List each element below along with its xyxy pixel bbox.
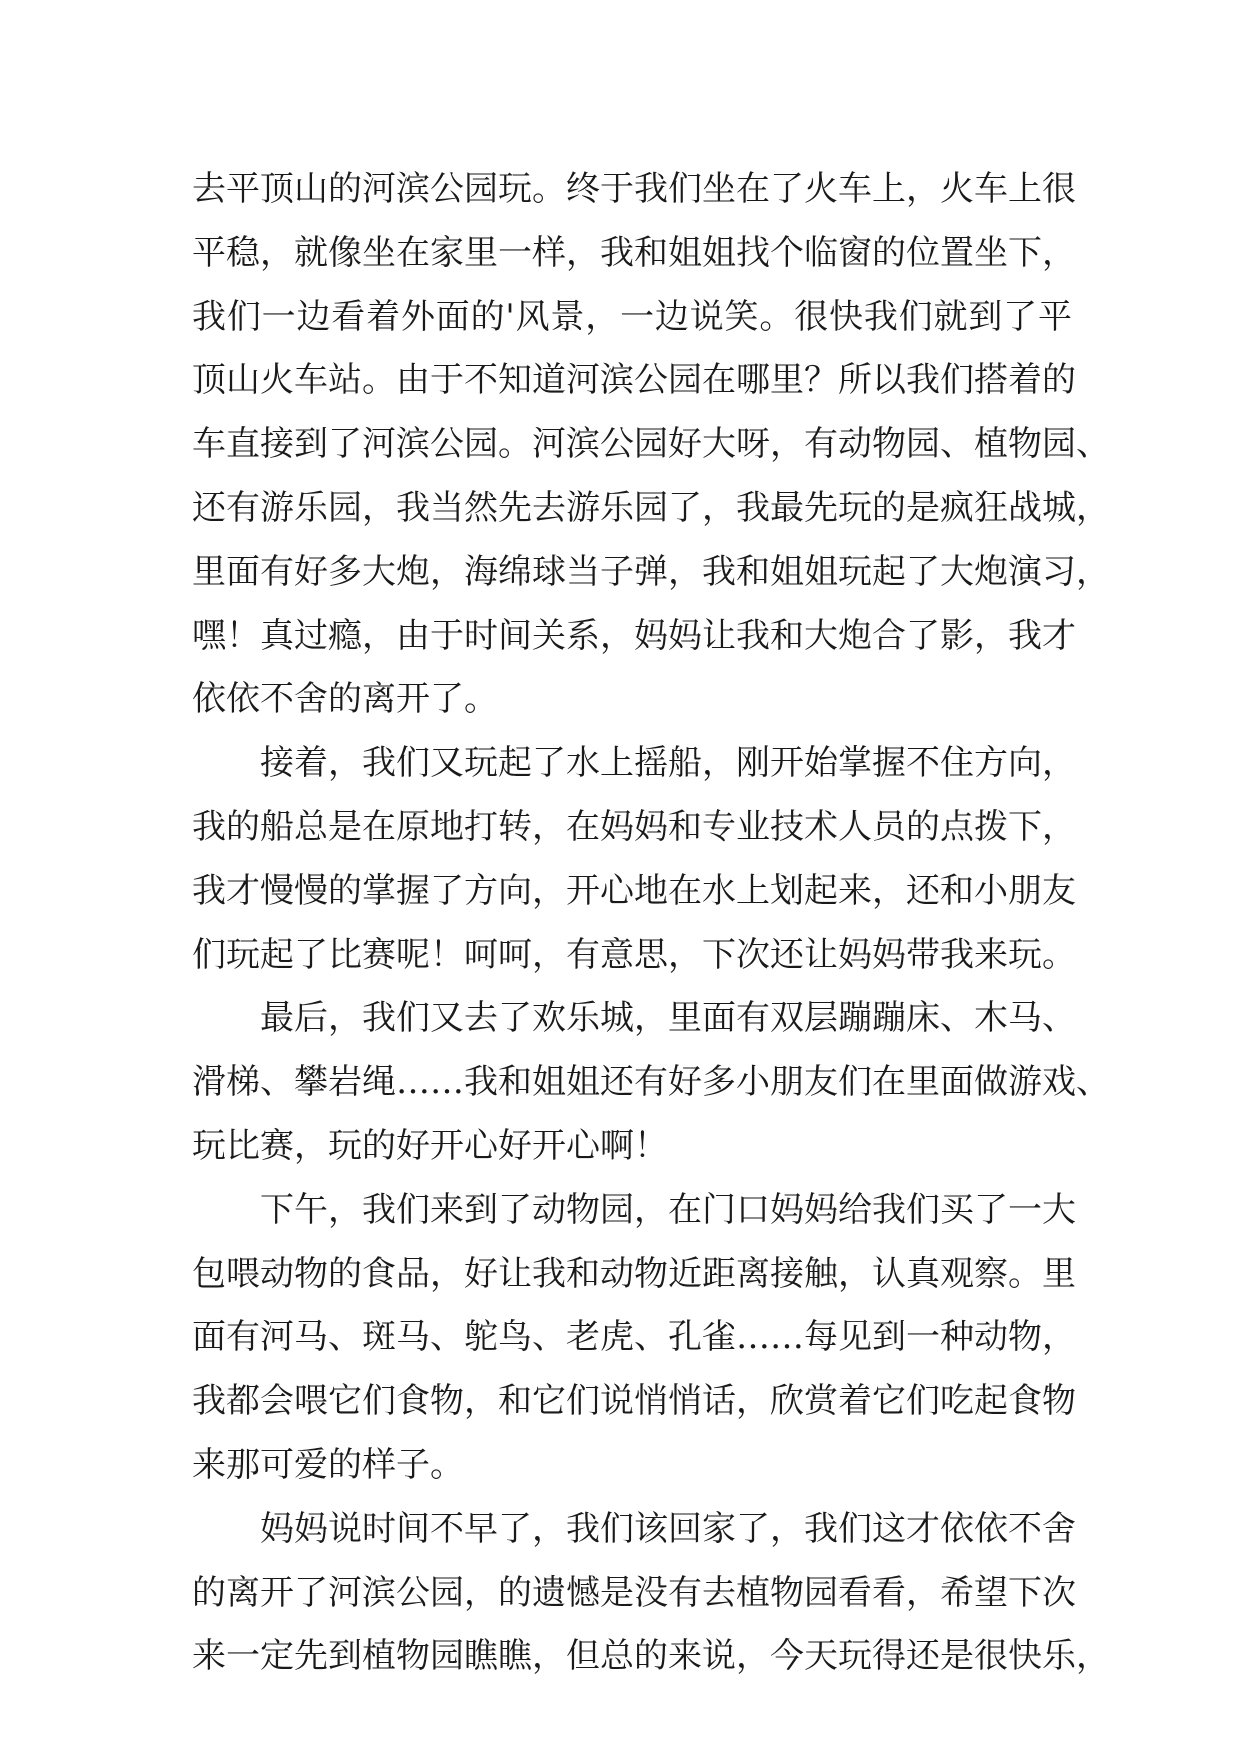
text-line: 我都会喂它们食物，和它们说悄悄话，欣赏着它们吃起食物 xyxy=(192,1381,1076,1422)
text-line: 里面有好多大炮，海绵球当子弹，我和姐姐玩起了大炮演习， xyxy=(192,551,1110,592)
text-line: 我才慢慢的掌握了方向，开心地在水上划起来，还和小朋友 xyxy=(192,870,1076,911)
text-line: 的离开了河滨公园，的遗憾是没有去植物园看看，希望下次 xyxy=(192,1572,1076,1613)
text-line: 接着，我们又玩起了水上摇船，刚开始掌握不住方向， xyxy=(260,743,1076,784)
text-line: 嘿！真过瘾，由于时间关系，妈妈让我和大炮合了影，我才 xyxy=(192,615,1076,656)
text-line: 面有河马、斑马、鸵鸟、老虎、孔雀……每见到一种动物， xyxy=(192,1317,1076,1358)
text-line: 包喂动物的食品，好让我和动物近距离接触，认真观察。里 xyxy=(192,1253,1076,1294)
text-line: 车直接到了河滨公园。河滨公园好大呀，有动物园、植物园、 xyxy=(192,424,1110,465)
text-line: 依依不舍的离开了。 xyxy=(192,679,498,720)
text-line: 滑梯、攀岩绳……我和姐姐还有好多小朋友们在里面做游戏、 xyxy=(192,1062,1110,1103)
text-line: 平稳，就像坐在家里一样，我和姐姐找个临窗的位置坐下， xyxy=(192,232,1076,273)
text-line: 去平顶山的河滨公园玩。终于我们坐在了火车上，火车上很 xyxy=(192,169,1076,209)
text-line: 来一定先到植物园瞧瞧，但总的来说，今天玩得还是很快乐， xyxy=(192,1636,1110,1677)
text-line: 玩比赛，玩的好开心好开心啊！ xyxy=(192,1125,668,1166)
text-line: 来那可爱的样子。 xyxy=(192,1444,464,1485)
text-line: 下午，我们来到了动物园，在门口妈妈给我们买了一大 xyxy=(260,1189,1076,1230)
text-line: 妈妈说时间不早了，我们该回家了，我们这才依依不舍 xyxy=(260,1508,1076,1549)
text-line: 还有游乐园，我当然先去游乐园了，我最先玩的是疯狂战城， xyxy=(192,487,1110,528)
text-line: 们玩起了比赛呢！呵呵，有意思，下次还让妈妈带我来玩。 xyxy=(192,934,1076,975)
text-line: 我们一边看着外面的'风景，一边说笑。很快我们就到了平 xyxy=(192,296,1072,337)
text-line: 最后，我们又去了欢乐城，里面有双层蹦蹦床、木马、 xyxy=(260,998,1076,1039)
body-text xyxy=(192,158,1110,1689)
text-line: 顶山火车站。由于不知道河滨公园在哪里？所以我们搭着的 xyxy=(192,360,1076,401)
text-line: 我的船总是在原地打转，在妈妈和专业技术人员的点拨下， xyxy=(192,806,1076,847)
